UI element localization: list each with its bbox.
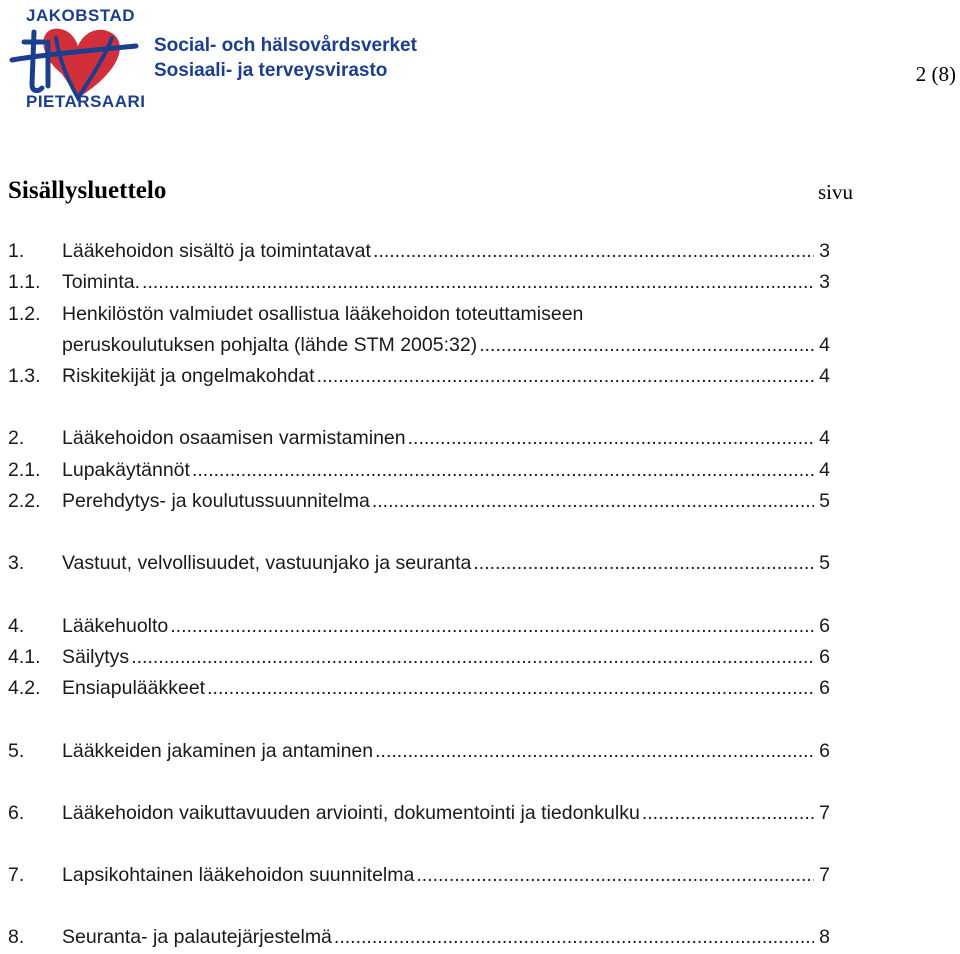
logo-city-finnish: PIETARSAARI	[26, 92, 146, 111]
toc-entry-page: 6	[819, 645, 830, 668]
org-name-finnish: Sosiaali- ja terveysvirasto	[154, 60, 388, 81]
toc-dot-leader	[372, 486, 814, 517]
toc-dot-leader	[131, 642, 814, 673]
toc-entry[interactable]	[8, 673, 830, 704]
toc-entry[interactable]	[8, 922, 830, 953]
logo-city-swedish: JAKOBSTAD	[26, 6, 136, 25]
toc-dot-leader	[408, 423, 815, 454]
toc-page-column-header: sivu	[818, 180, 854, 204]
toc-dot-leader	[479, 330, 814, 361]
toc-entry-number: 2.2.	[8, 490, 41, 513]
toc-dot-leader	[192, 455, 814, 486]
toc-entry-page: 5	[819, 490, 830, 513]
toc-entry[interactable]	[8, 455, 830, 486]
toc-dot-leader	[317, 361, 815, 392]
toc-entry-label: Lääkehoidon vaikuttavuuden arviointi, dokumentointi ja tiedonkulku	[62, 801, 640, 824]
toc-entry-number: 3.	[8, 552, 25, 575]
toc-entry-number: 2.	[8, 427, 25, 450]
toc-dot-leader	[334, 922, 814, 953]
toc-list	[8, 236, 830, 954]
toc-entry-page: 4	[819, 427, 830, 450]
toc-entry-number: 1.	[8, 240, 25, 262]
toc-dot-leader	[142, 267, 814, 298]
toc-entry-label: Lääkkeiden jakaminen ja antaminen	[62, 739, 374, 762]
toc-dot-leader	[642, 798, 814, 829]
toc-entry-page: 6	[819, 677, 830, 700]
org-name-swedish: Social- och hälsovårdsverket	[154, 35, 417, 56]
toc-entry-number: 1.1.	[8, 271, 41, 294]
toc-entry[interactable]	[8, 236, 830, 267]
toc-dot-leader	[473, 548, 814, 579]
toc-entry[interactable]	[8, 267, 830, 298]
toc-entry-page: 8	[819, 926, 830, 949]
toc-entry-page: 3	[819, 240, 830, 262]
toc-entry-number: 5.	[8, 739, 25, 762]
toc-entry-number: 7.	[8, 864, 25, 887]
toc-entry-label: Lääkehoidon sisältö ja toimintatavat	[62, 240, 371, 262]
toc-entry-page: 4	[819, 365, 830, 388]
toc-entry[interactable]	[8, 642, 830, 673]
toc-entry-number: 4.1.	[8, 645, 41, 668]
toc-entry-label: Seuranta- ja palautejärjestelmä	[62, 926, 332, 949]
toc-entry[interactable]	[8, 798, 830, 829]
toc-entry-page: 4	[819, 458, 830, 481]
toc-entry-number: 6.	[8, 801, 25, 824]
toc-entry-label: Säilytys	[62, 645, 130, 668]
organization-logo	[4, 2, 434, 114]
toc-entry-page: 6	[819, 614, 830, 637]
toc-entry[interactable]	[8, 299, 830, 330]
toc-entry[interactable]	[8, 330, 830, 361]
toc-entry-label: Toiminta.	[62, 271, 141, 294]
toc-dot-leader	[170, 611, 814, 642]
toc-entry-number: 1.2.	[8, 302, 41, 325]
toc-entry-page: 7	[819, 864, 830, 887]
toc-entry[interactable]	[8, 860, 830, 891]
toc-entry-page: 7	[819, 801, 830, 824]
toc-title: Sisällysluettelo	[8, 177, 167, 204]
toc-entry-label: Riskitekijät ja ongelmakohdat	[62, 365, 315, 388]
toc-entry-page: 4	[819, 333, 830, 356]
toc-entry-label: Lapsikohtainen lääkehoidon suunnitelma	[62, 864, 415, 887]
toc-entry[interactable]	[8, 361, 830, 392]
toc-entry[interactable]	[8, 611, 830, 642]
toc-entry-label: Lääkehuolto	[62, 614, 169, 637]
toc-entry-page: 6	[819, 739, 830, 762]
toc-dot-leader	[207, 673, 814, 704]
toc-entry-label: Perehdytys- ja koulutussuunnitelma	[62, 490, 370, 513]
toc-entry-number: 8.	[8, 926, 25, 949]
toc-entry-number: 1.3.	[8, 365, 41, 388]
toc-entry-label: Lääkehoidon osaamisen varmistaminen	[62, 427, 406, 450]
toc-entry[interactable]	[8, 548, 830, 579]
toc-entry-label: Henkilöstön valmiudet osallistua lääkehoidon toteuttamiseen	[62, 302, 584, 325]
toc-entry-label: Vastuut, velvollisuudet, vastuunjako ja seuranta	[62, 552, 472, 575]
toc-dot-leader	[375, 736, 814, 767]
toc-entry-number: 4.	[8, 614, 25, 637]
toc-entry-number: 4.2.	[8, 677, 41, 700]
toc-entry-number: 2.1.	[8, 458, 41, 481]
toc-dot-leader	[373, 236, 814, 267]
toc-entry-label: Lupakäytännöt	[62, 458, 190, 481]
toc-entry-label: peruskoulutuksen pohjalta (lähde STM 2005:32)	[62, 333, 478, 356]
toc-entry-page: 5	[819, 552, 830, 575]
page-number: 2 (8)	[915, 62, 956, 86]
toc-entry-page: 3	[819, 271, 830, 294]
toc-dot-leader	[416, 860, 814, 891]
toc-entry-label: Ensiapulääkkeet	[62, 677, 206, 700]
toc-entry[interactable]	[8, 486, 830, 517]
toc-entry[interactable]	[8, 736, 830, 767]
toc-entry[interactable]	[8, 423, 830, 454]
